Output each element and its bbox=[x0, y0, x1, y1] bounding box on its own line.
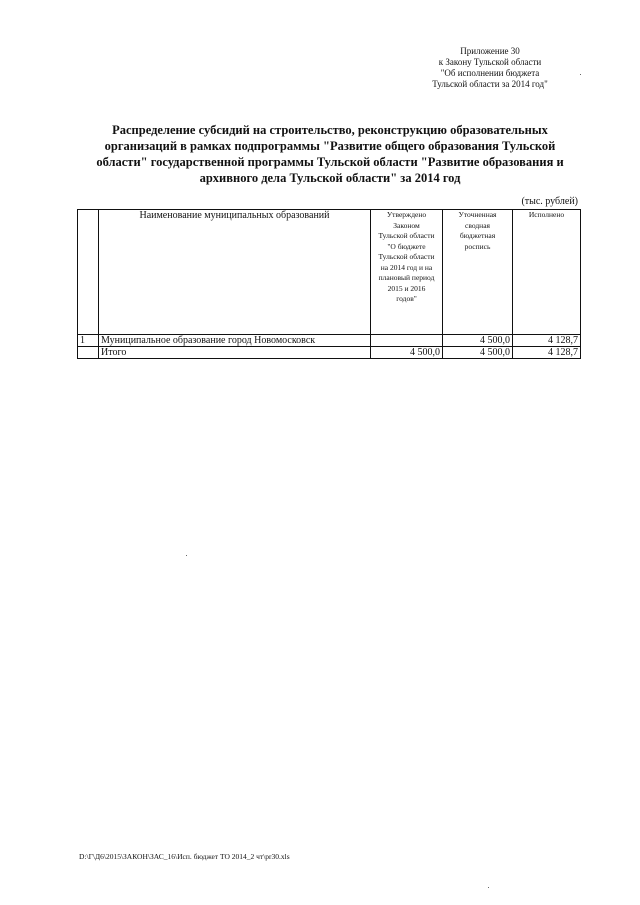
header-num-cell bbox=[78, 210, 99, 335]
units-label: (тыс. рублей) bbox=[521, 196, 578, 207]
header-approved-line: Законом bbox=[393, 220, 420, 230]
total-executed: 4 128,7 bbox=[513, 347, 581, 359]
header-executed: Исполнено bbox=[513, 210, 581, 335]
total-refined: 4 500,0 bbox=[443, 347, 513, 359]
title-line: архивного дела Тульской области" за 2014 год bbox=[199, 171, 461, 185]
title-line: области" государственной программы Тульской области "Развитие образования и bbox=[96, 155, 564, 169]
row-name: Муниципальное образование город Новомосковск bbox=[99, 335, 371, 347]
document-title bbox=[70, 122, 590, 186]
scan-speck bbox=[488, 887, 489, 888]
total-name: Итого bbox=[99, 347, 371, 359]
header-approved-line: Утверждено bbox=[386, 210, 427, 219]
subsidy-table bbox=[77, 209, 581, 359]
header-approved-line: Тульской области bbox=[378, 231, 435, 240]
annex-block bbox=[400, 46, 580, 90]
header-refined bbox=[443, 210, 513, 335]
header-refined-line: сводная bbox=[465, 220, 490, 230]
scan-speck bbox=[186, 555, 187, 556]
row-num: 1 bbox=[78, 335, 99, 347]
annex-line: Тульской области за 2014 год" bbox=[432, 79, 548, 89]
header-approved bbox=[371, 210, 443, 335]
header-approved-line: годов" bbox=[396, 294, 417, 303]
scan-speck bbox=[580, 74, 581, 75]
row-refined: 4 500,0 bbox=[443, 335, 513, 347]
row-approved bbox=[371, 335, 443, 347]
header-approved-line: "О бюджете bbox=[387, 241, 426, 251]
header-approved-line: 2015 и 2016 bbox=[387, 283, 426, 293]
table-header-row bbox=[78, 210, 581, 335]
file-path-footer: D:\Г\Д6\2015\ЗАКОН\ЗАС_16\Исп. бюджет ТО 2014_2 чт\pr30.xls bbox=[79, 852, 290, 861]
row-executed: 4 128,7 bbox=[513, 335, 581, 347]
table-total-row bbox=[78, 347, 581, 359]
header-name: Наименование муниципальных образований bbox=[99, 210, 371, 335]
table-row bbox=[78, 335, 581, 347]
header-refined-line: Уточненная bbox=[458, 210, 497, 219]
header-refined-line: бюджетная bbox=[459, 231, 496, 240]
annex-line: к Закону Тульской области bbox=[438, 57, 542, 67]
total-approved: 4 500,0 bbox=[371, 347, 443, 359]
header-approved-line: Тульской области bbox=[378, 252, 435, 261]
header-approved-line: плановый период bbox=[378, 273, 435, 282]
annex-line: Приложение 30 bbox=[460, 46, 520, 56]
header-approved-line: на 2014 год и на bbox=[380, 262, 433, 272]
header-refined-line: роспись bbox=[464, 241, 491, 251]
total-num bbox=[78, 347, 99, 359]
annex-line: "Об исполнении бюджета bbox=[440, 68, 540, 78]
title-line: Распределение субсидий на строительство, реконструкцию образовательных bbox=[112, 123, 548, 137]
title-line: организаций в рамках подпрограммы "Развитие общего образования Тульской bbox=[104, 139, 556, 153]
